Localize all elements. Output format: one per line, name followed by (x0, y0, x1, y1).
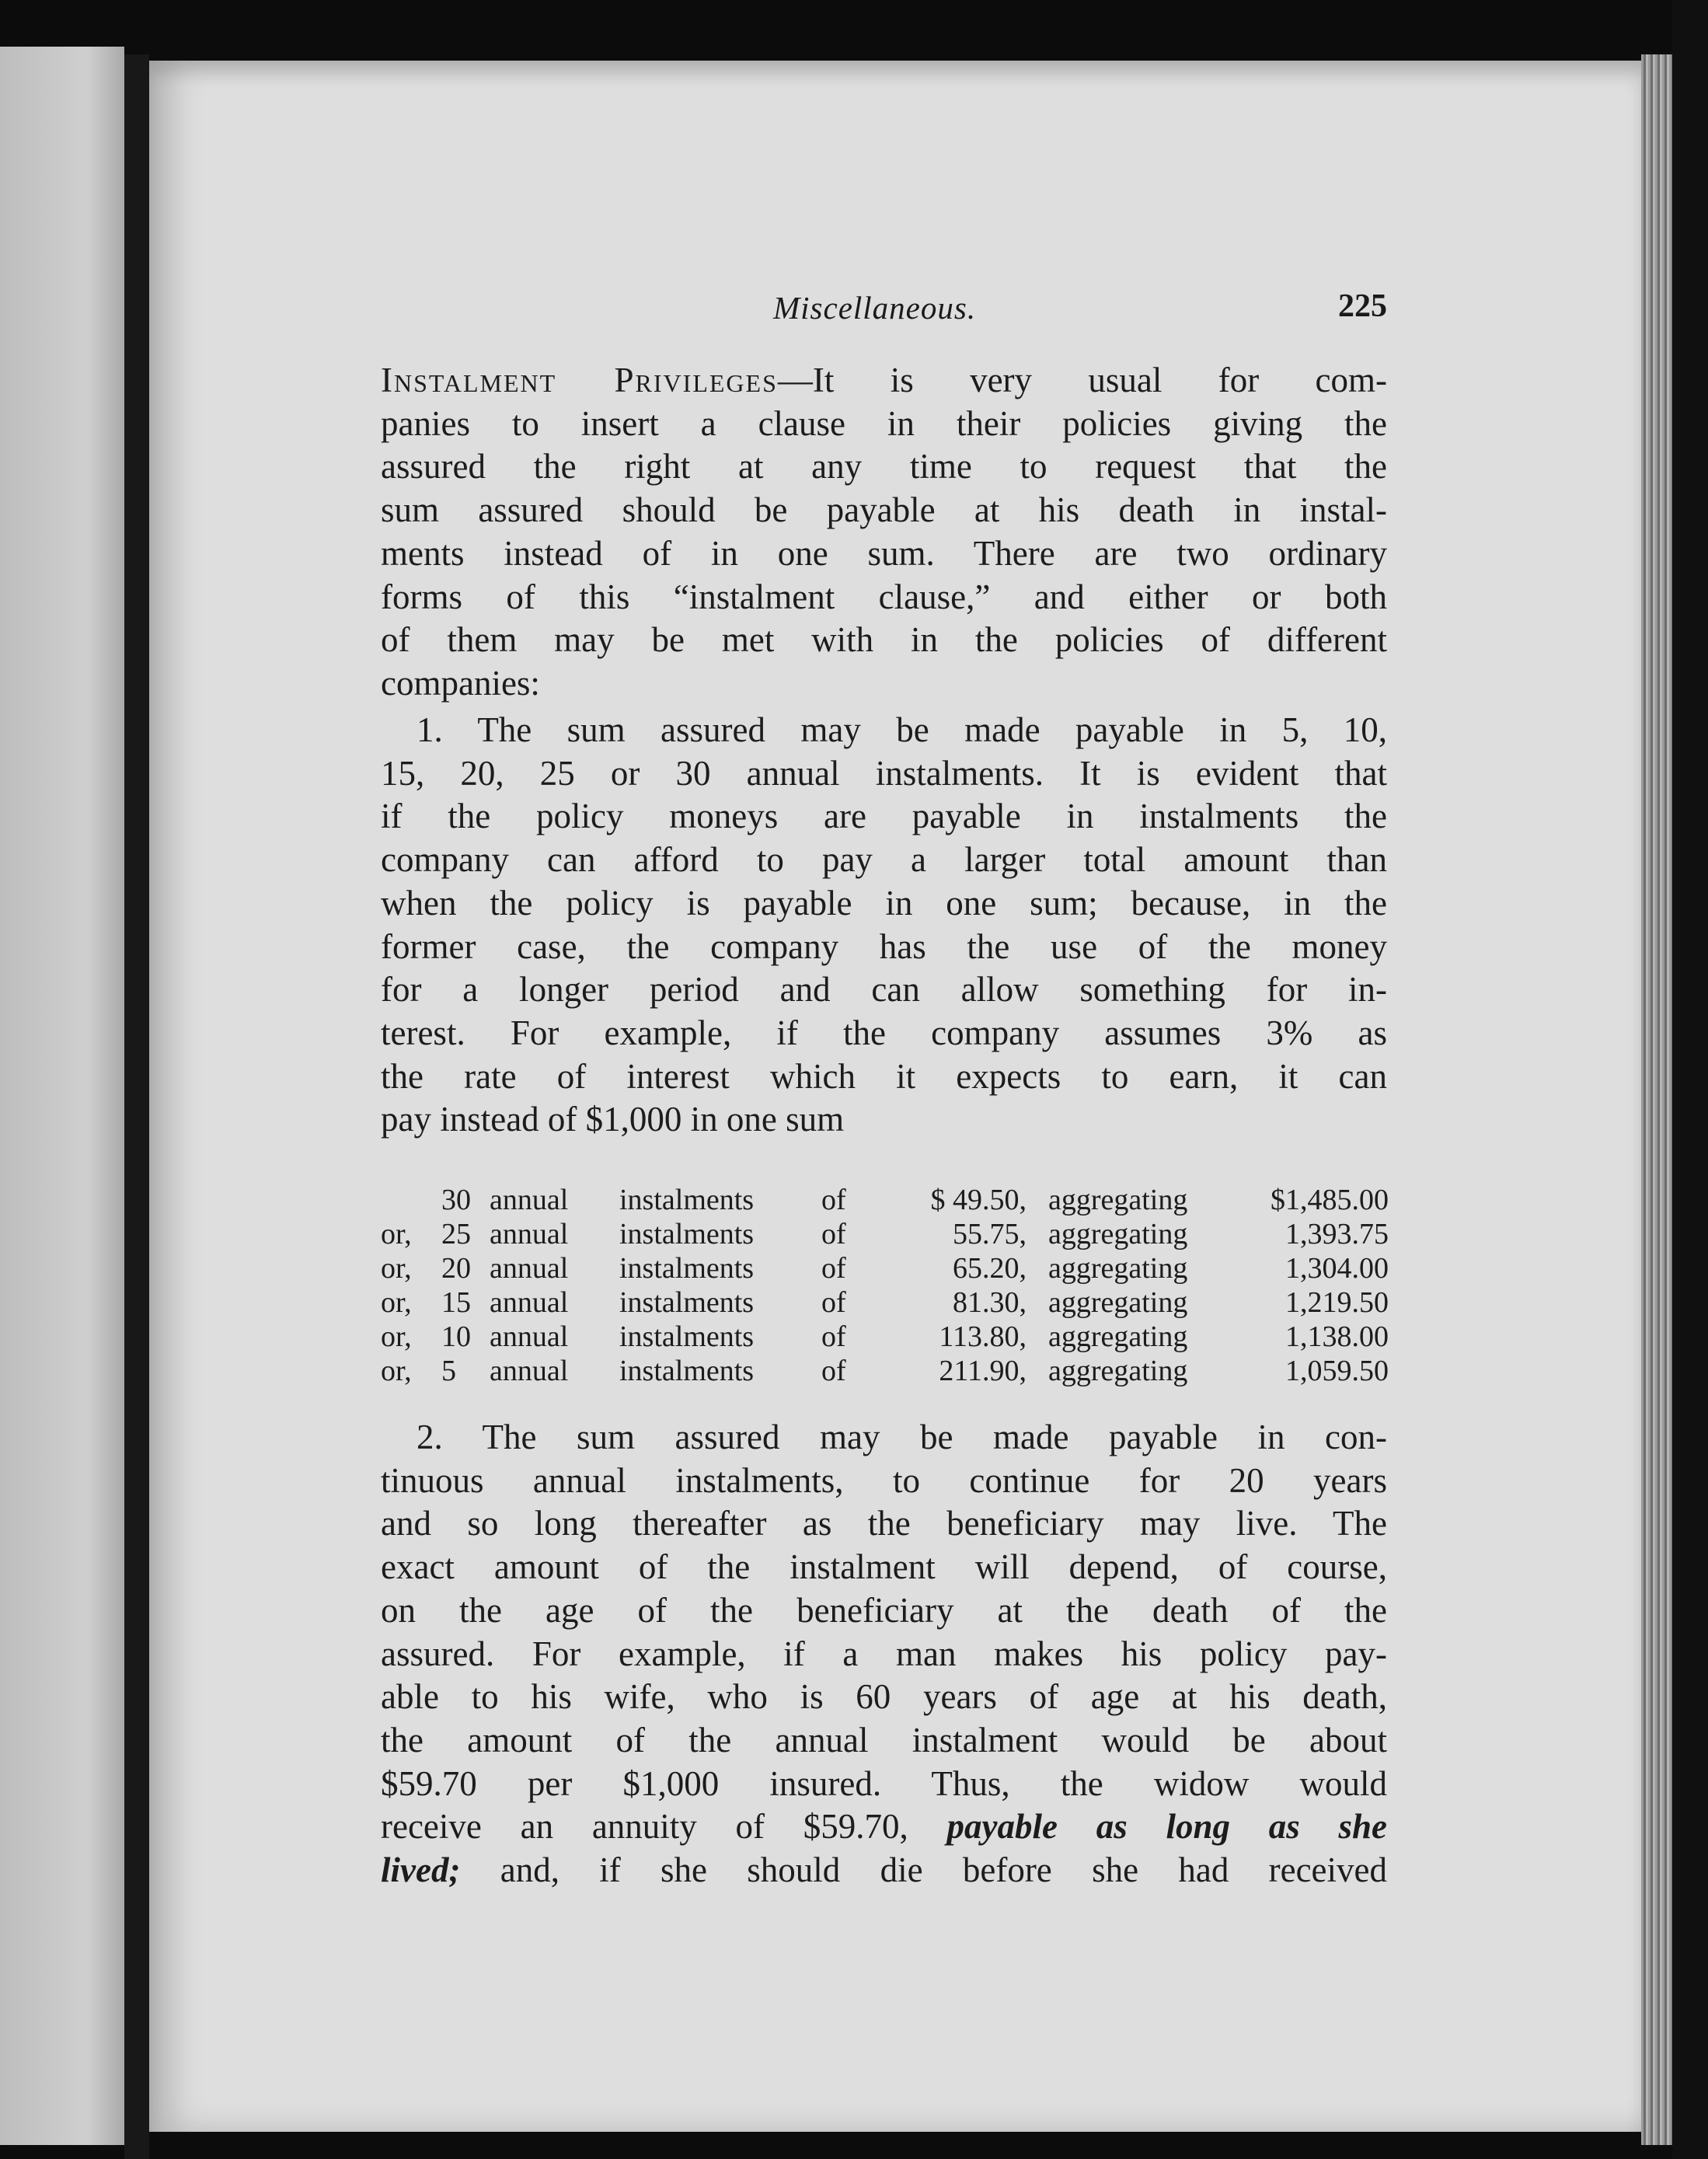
table-cell-annual: annual (490, 1184, 569, 1216)
table-row (381, 1251, 1389, 1285)
running-header (381, 289, 1387, 336)
table-cell-of: of (821, 1218, 846, 1250)
table-cell-agg: aggregating (1048, 1355, 1188, 1387)
text-line: ments instead of in one sum. There are two ordinary (381, 533, 1387, 573)
table-cell-n: 10 (441, 1320, 471, 1353)
text-line: forms of this “instalment clause,” and either or both (381, 577, 1387, 616)
table-cell-agg: aggregating (1048, 1286, 1188, 1319)
table-cell-or (381, 1183, 441, 1217)
table-cell-of: of (821, 1286, 846, 1319)
table-cell-or: or, (381, 1252, 412, 1285)
page-number: 225 (1338, 288, 1387, 324)
table-cell-amount: 65.20, (953, 1252, 1027, 1285)
table-cell-inst: instalments (619, 1355, 755, 1387)
table-cell-inst: instalments (619, 1252, 755, 1285)
table-cell-total: 1,219.50 (1285, 1286, 1389, 1319)
table-cell-total: 1,059.50 (1285, 1355, 1389, 1387)
text-line: receive an annuity of $59.70, payable as long as she (381, 1807, 1387, 1847)
table-cell-annual: annual (490, 1286, 569, 1319)
table-cell-total: 1,393.75 (1285, 1218, 1389, 1250)
table-cell-agg: aggregating (1048, 1252, 1188, 1285)
table-cell-n: 20 (441, 1252, 471, 1285)
text-line: 2. The sum assured may be made payable in con- (417, 1418, 1387, 1456)
text-line: 1. The sum assured may be made payable in 5, 10, (417, 710, 1387, 749)
table-cell-inst: instalments (619, 1184, 755, 1216)
table-cell-n: 30 (441, 1184, 471, 1216)
text-line: when the policy is payable in one sum; because, in the (381, 883, 1387, 923)
emphasis-text: lived; (381, 1850, 461, 1890)
table-cell-agg: aggregating (1048, 1320, 1188, 1353)
text-line: exact amount of the instalment will depend, of course, (381, 1547, 1387, 1587)
table-cell-or: or, (381, 1355, 412, 1387)
page-stack-edge (1641, 54, 1672, 2145)
paragraph-option-1 (381, 709, 1387, 1142)
table-cell-of: of (821, 1252, 846, 1285)
table-cell-total: 1,138.00 (1285, 1320, 1389, 1353)
text-line: on the age of the beneficiary at the death of the (381, 1590, 1387, 1630)
text-line: Instalment Privileges—It is very usual for com- (381, 361, 1387, 399)
table-cell-annual: annual (490, 1218, 569, 1250)
table-cell-amount: 113.80, (939, 1320, 1027, 1353)
table-cell-of: of (821, 1320, 846, 1353)
text-line: and so long thereafter as the beneficiary may live. The (381, 1504, 1387, 1543)
text-line: sum assured should be payable at his death in instal- (381, 490, 1387, 530)
book-gutter (124, 54, 149, 2159)
table-cell-amount: $ 49.50, (930, 1184, 1027, 1216)
table-cell-total: 1,304.00 (1285, 1252, 1389, 1285)
table-cell-annual: annual (490, 1252, 569, 1285)
text-line: assured the right at any time to request that the (381, 447, 1387, 487)
text-line: former case, the company has the use of the money (381, 926, 1387, 966)
table-cell-amount: 81.30, (953, 1286, 1027, 1319)
paragraph-option-2 (381, 1416, 1387, 1892)
table-cell-or: or, (381, 1320, 412, 1353)
table-cell-annual: annual (490, 1355, 569, 1387)
text-line: tinuous annual instalments, to continue for 20 years (381, 1460, 1387, 1500)
text-line: the rate of interest which it expects to earn, it can (381, 1056, 1387, 1096)
previous-page-edge (0, 47, 124, 2145)
table-cell-n: 5 (441, 1355, 456, 1387)
text-line: the amount of the annual instalment would be about (381, 1720, 1387, 1760)
text-line: companies: (381, 663, 540, 703)
table-cell-amount: 55.75, (953, 1218, 1027, 1250)
instalment-table (381, 1183, 1389, 1388)
table-cell-inst: instalments (619, 1218, 755, 1250)
table-cell-n: 25 (441, 1218, 471, 1250)
table-cell-or: or, (381, 1218, 412, 1250)
text-line: company can afford to pay a larger total amount than (381, 840, 1387, 880)
table-row (381, 1320, 1389, 1354)
text-line: 15, 20, 25 or 30 annual instalments. It is evident that (381, 753, 1387, 793)
emphasis-text: payable as long as she (946, 1807, 1387, 1847)
table-cell-agg: aggregating (1048, 1184, 1188, 1216)
text-line: $59.70 per $1,000 insured. Thus, the widow would (381, 1763, 1387, 1803)
text-line: assured. For example, if a man makes his policy pay- (381, 1634, 1387, 1673)
paragraph-instalment-privileges (381, 359, 1387, 706)
table-row (381, 1217, 1389, 1251)
background-border (1672, 0, 1708, 2159)
text-line: of them may be met with in the policies of different (381, 620, 1387, 660)
text-line: pay instead of $1,000 in one sum (381, 1100, 845, 1139)
table-row (381, 1285, 1389, 1320)
table-cell-agg: aggregating (1048, 1218, 1188, 1250)
table-cell-n: 15 (441, 1286, 471, 1319)
section-lead: Instalment Privileges (381, 361, 778, 399)
table-cell-inst: instalments (619, 1320, 755, 1353)
table-row (381, 1354, 1389, 1388)
table-row (381, 1183, 1389, 1217)
running-title: Miscellaneous. (773, 290, 977, 326)
table-cell-annual: annual (490, 1320, 569, 1353)
table-cell-total: $1,485.00 (1271, 1184, 1389, 1216)
text-line: terest. For example, if the company assumes 3% as (381, 1013, 1387, 1052)
table-cell-amount: 211.90, (939, 1355, 1027, 1387)
text-line: for a longer period and can allow something for in- (381, 970, 1387, 1010)
text-line: panies to insert a clause in their policies giving the (381, 403, 1387, 443)
text-line: if the policy moneys are payable in instalments the (381, 797, 1387, 836)
table-cell-of: of (821, 1184, 846, 1216)
table-cell-of: of (821, 1355, 846, 1387)
table-cell-inst: instalments (619, 1286, 755, 1319)
table-cell-or: or, (381, 1286, 412, 1319)
text-line: lived; and, if she should die before she had received (381, 1850, 1387, 1890)
text-line: able to his wife, who is 60 years of age at his death, (381, 1677, 1387, 1717)
